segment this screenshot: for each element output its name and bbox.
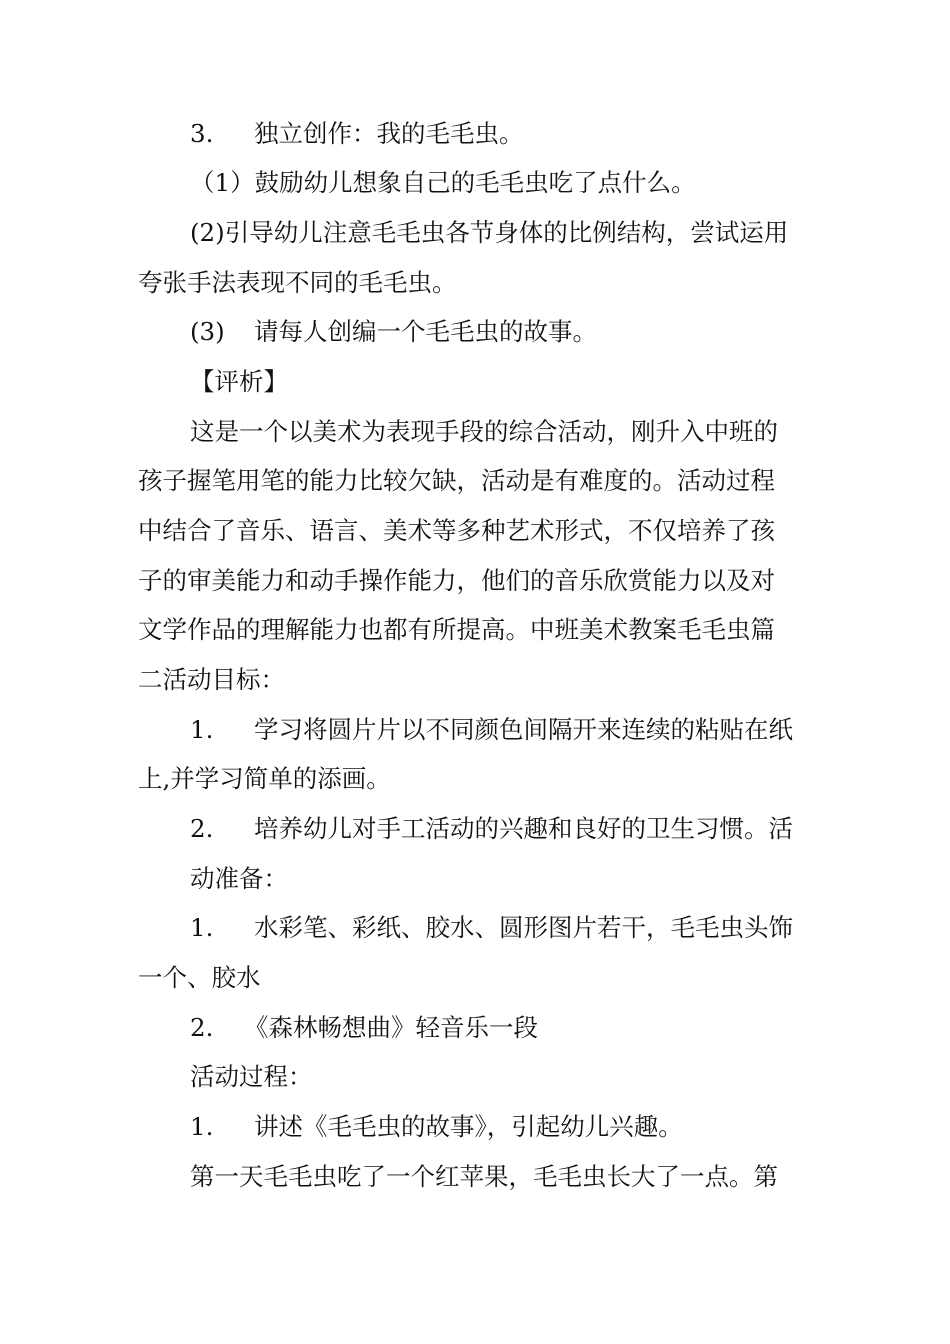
process-1-number: 1.: [190, 1112, 214, 1141]
goal-2-continuation: 动准备：: [190, 864, 288, 893]
prep-2-number: 2.: [190, 1013, 214, 1042]
analysis-heading: 【评析】: [190, 367, 288, 396]
analysis-line-1: 这是一个以美术为表现手段的综合活动，刚升入中班的: [190, 417, 778, 446]
analysis-line-3: 中结合了音乐、语言、美术等多种艺术形式，不仅培养了孩: [138, 516, 775, 545]
analysis-line-6: 二活动目标：: [138, 665, 285, 694]
section-3-text: 独立创作：我的毛毛虫。: [254, 119, 524, 148]
prep-2-line: [190, 1013, 538, 1043]
goal-1-line: [190, 715, 793, 745]
process-heading: 活动过程：: [190, 1062, 313, 1091]
analysis-line-4: 子的审美能力和动手操作能力，他们的音乐欣赏能力以及对: [138, 566, 775, 595]
section-3-number: 3.: [190, 119, 214, 148]
prep-1-continuation: 一个、胶水: [138, 963, 261, 992]
analysis-line-5: 文学作品的理解能力也都有所提高。中班美术教案毛毛虫篇: [138, 615, 775, 644]
process-1-line: [190, 1112, 683, 1142]
goal-2-line: [190, 814, 793, 844]
goal-2-text: 培养幼儿对手工活动的兴趣和良好的卫生习惯。活: [254, 814, 793, 843]
goal-2-number: 2.: [190, 814, 214, 843]
sub-item-3-text: 请每人创编一个毛毛虫的故事。: [254, 317, 597, 346]
process-1-text: 讲述《毛毛虫的故事》，引起幼儿兴趣。: [254, 1112, 683, 1141]
prep-2-text: 《森林畅想曲》轻音乐一段: [244, 1013, 538, 1042]
prep-1-text: 水彩笔、彩纸、胶水、圆形图片若干，毛毛虫头饰: [254, 913, 793, 942]
goal-1-number: 1.: [190, 715, 214, 744]
section-3-line: [190, 119, 524, 149]
story-line: 第一天毛毛虫吃了一个红苹果，毛毛虫长大了一点。第: [190, 1162, 778, 1191]
analysis-line-2: 孩子握笔用笔的能力比较欠缺，活动是有难度的。活动过程: [138, 466, 775, 495]
goal-1-text: 学习将圆片片以不同颜色间隔开来连续的粘贴在纸: [254, 715, 793, 744]
sub-item-2-line-2: 夸张手法表现不同的毛毛虫。: [138, 268, 457, 297]
goal-1-continuation: 上,并学习简单的添画。: [138, 764, 391, 793]
sub-item-1: （1）鼓励幼儿想象自己的毛毛虫吃了点什么。: [190, 168, 696, 197]
sub-item-2-line-1: (2)引导幼儿注意毛毛虫各节身体的比例结构，尝试运用: [190, 218, 789, 247]
sub-item-3-line: [190, 317, 597, 347]
prep-1-line: [190, 913, 793, 943]
sub-item-3-number: (3): [190, 317, 225, 346]
prep-1-number: 1.: [190, 913, 214, 942]
